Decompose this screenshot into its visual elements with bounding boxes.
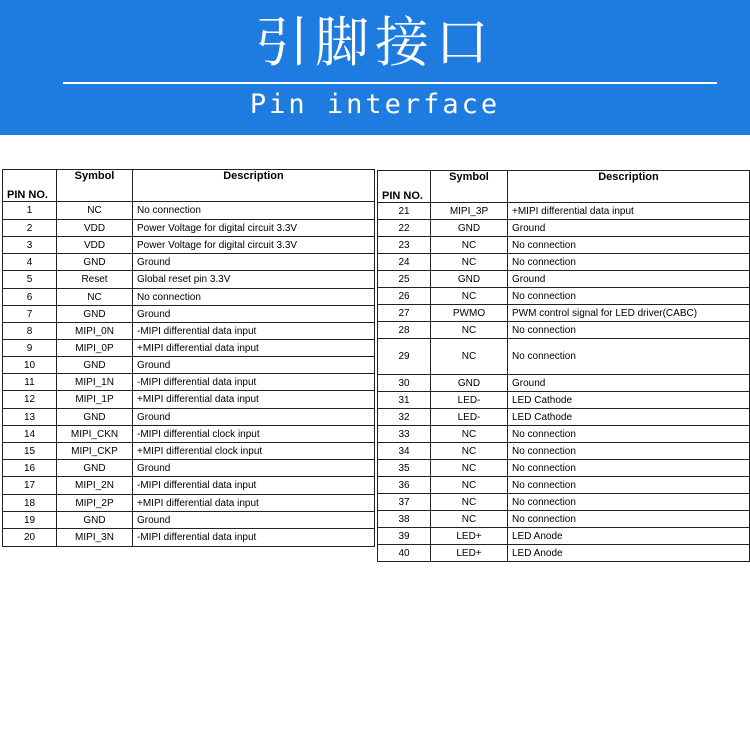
table-row [378, 203, 750, 220]
pin-description: No connection [508, 288, 750, 305]
pin-number: 32 [378, 409, 431, 426]
table-row [378, 545, 750, 562]
pin-description: +MIPI differential data input [133, 340, 375, 357]
pin-description: No connection [508, 339, 750, 375]
pin-symbol: GND [57, 409, 133, 426]
table-row [3, 237, 375, 254]
pin-number: 3 [3, 237, 57, 254]
pin-description: Ground [508, 375, 750, 392]
table-row [3, 495, 375, 512]
pin-description: No connection [508, 460, 750, 477]
pin-symbol: LED- [431, 392, 508, 409]
table-row [378, 409, 750, 426]
pin-description: LED Anode [508, 528, 750, 545]
table-row [3, 254, 375, 271]
pin-symbol: LED+ [431, 545, 508, 562]
table-row [3, 220, 375, 237]
pin-symbol: NC [57, 202, 133, 220]
pin-number: 22 [378, 220, 431, 237]
pin-number: 26 [378, 288, 431, 305]
pin-symbol: GND [57, 254, 133, 271]
table-row [378, 220, 750, 237]
pin-description: No connection [508, 254, 750, 271]
pin-number: 24 [378, 254, 431, 271]
pin-description: No connection [133, 202, 375, 220]
pin-description: Power Voltage for digital circuit 3.3V [133, 237, 375, 254]
pin-number: 25 [378, 271, 431, 288]
pin-description: LED Anode [508, 545, 750, 562]
pin-description: No connection [508, 237, 750, 254]
pin-symbol: NC [431, 460, 508, 477]
table-row [378, 339, 750, 375]
pin-description: -MIPI differential data input [133, 529, 375, 547]
pin-number: 18 [3, 495, 57, 512]
table-row [3, 202, 375, 220]
pin-number: 15 [3, 443, 57, 460]
pin-description: +MIPI differential clock input [133, 443, 375, 460]
table-row [378, 375, 750, 392]
pin-number: 9 [3, 340, 57, 357]
table-row [3, 529, 375, 547]
pin-symbol: MIPI_2N [57, 477, 133, 495]
table-row [3, 289, 375, 306]
table-row [378, 460, 750, 477]
table-row [378, 426, 750, 443]
header-description: Description [508, 171, 750, 203]
pin-number: 7 [3, 306, 57, 323]
pin-symbol: NC [431, 322, 508, 339]
pin-number: 6 [3, 289, 57, 306]
pin-description: Ground [508, 220, 750, 237]
pin-symbol: LED- [431, 409, 508, 426]
pin-number: 8 [3, 323, 57, 340]
banner-subtitle: Pin interface [249, 89, 501, 120]
pin-description: +MIPI differential data input [508, 203, 750, 220]
pin-description: LED Cathode [508, 392, 750, 409]
pin-symbol: MIPI_1N [57, 374, 133, 391]
pin-description: Ground [133, 254, 375, 271]
pin-table-right [377, 170, 750, 562]
header-symbol: Symbol [431, 171, 508, 203]
pin-symbol: GND [57, 460, 133, 477]
pin-symbol: PWMO [431, 305, 508, 322]
pin-description: No connection [508, 322, 750, 339]
table-row [378, 288, 750, 305]
pin-symbol: NC [431, 494, 508, 511]
pin-description: PWM control signal for LED driver(CABC) [508, 305, 750, 322]
pin-number: 33 [378, 426, 431, 443]
pin-description: +MIPI differential data input [133, 495, 375, 512]
table-row [378, 528, 750, 545]
table-row [378, 511, 750, 528]
table-row [3, 409, 375, 426]
table-row [378, 237, 750, 254]
pin-number: 35 [378, 460, 431, 477]
pin-number: 30 [378, 375, 431, 392]
pin-description: No connection [133, 289, 375, 306]
header-pin-no: PIN NO. [3, 170, 57, 202]
pin-description: Ground [133, 306, 375, 323]
table-row [3, 340, 375, 357]
pin-symbol: GND [431, 375, 508, 392]
pin-number: 19 [3, 512, 57, 529]
table-row [378, 322, 750, 339]
pin-symbol: NC [431, 339, 508, 375]
pin-description: LED Cathode [508, 409, 750, 426]
pin-number: 14 [3, 426, 57, 443]
pin-symbol: MIPI_0N [57, 323, 133, 340]
pin-number: 5 [3, 271, 57, 289]
pin-number: 31 [378, 392, 431, 409]
pin-number: 34 [378, 443, 431, 460]
header-symbol: Symbol [57, 170, 133, 202]
pin-symbol: NC [431, 237, 508, 254]
table-row [378, 254, 750, 271]
pin-description: -MIPI differential data input [133, 323, 375, 340]
pin-symbol: NC [431, 254, 508, 271]
pin-number: 39 [378, 528, 431, 545]
pin-number: 36 [378, 477, 431, 494]
pin-description: Ground [133, 409, 375, 426]
table-row [3, 374, 375, 391]
pin-number: 27 [378, 305, 431, 322]
pin-number: 20 [3, 529, 57, 547]
pin-symbol: GND [57, 512, 133, 529]
pin-symbol: VDD [57, 237, 133, 254]
pin-symbol: MIPI_0P [57, 340, 133, 357]
pin-symbol: MIPI_2P [57, 495, 133, 512]
pin-symbol: GND [431, 271, 508, 288]
pin-number: 37 [378, 494, 431, 511]
pin-number: 2 [3, 220, 57, 237]
table-row [3, 512, 375, 529]
table-row [3, 443, 375, 460]
header-banner [0, 0, 750, 135]
pin-number: 23 [378, 237, 431, 254]
pin-symbol: Reset [57, 271, 133, 289]
pin-symbol: MIPI_1P [57, 391, 133, 409]
table-row [378, 392, 750, 409]
pin-description: -MIPI differential data input [133, 374, 375, 391]
pin-number: 1 [3, 202, 57, 220]
table-header-row [378, 171, 750, 203]
pin-symbol: NC [431, 288, 508, 305]
banner-divider [63, 82, 717, 84]
table-row [378, 443, 750, 460]
pin-symbol: LED+ [431, 528, 508, 545]
pin-symbol: MIPI_3N [57, 529, 133, 547]
pin-description: No connection [508, 426, 750, 443]
pin-number: 29 [378, 339, 431, 375]
pin-number: 40 [378, 545, 431, 562]
pin-table-left [2, 169, 375, 547]
banner-title: 引脚接口 [255, 11, 495, 74]
pin-description: Ground [133, 357, 375, 374]
table-row [3, 357, 375, 374]
table-row [3, 391, 375, 409]
pin-number: 17 [3, 477, 57, 495]
pin-symbol: NC [57, 289, 133, 306]
pin-description: Ground [133, 512, 375, 529]
pin-description: Global reset pin 3.3V [133, 271, 375, 289]
pin-number: 12 [3, 391, 57, 409]
pin-number: 38 [378, 511, 431, 528]
table-row [3, 271, 375, 289]
table-row [3, 323, 375, 340]
pin-description: -MIPI differential data input [133, 477, 375, 495]
pin-symbol: MIPI_3P [431, 203, 508, 220]
table-row [3, 460, 375, 477]
pin-description: -MIPI differential clock input [133, 426, 375, 443]
pin-description: Ground [133, 460, 375, 477]
pin-symbol: GND [431, 220, 508, 237]
pin-symbol: VDD [57, 220, 133, 237]
pin-number: 10 [3, 357, 57, 374]
pin-number: 4 [3, 254, 57, 271]
pin-symbol: GND [57, 306, 133, 323]
table-row [378, 477, 750, 494]
table-row [3, 477, 375, 495]
pin-description: +MIPI differential data input [133, 391, 375, 409]
table-header-row [3, 170, 375, 202]
pin-description: No connection [508, 477, 750, 494]
table-row [378, 305, 750, 322]
pin-number: 16 [3, 460, 57, 477]
pin-symbol: GND [57, 357, 133, 374]
pin-number: 28 [378, 322, 431, 339]
table-row [3, 426, 375, 443]
header-pin-no: PIN NO. [378, 171, 431, 203]
pin-description: Power Voltage for digital circuit 3.3V [133, 220, 375, 237]
pin-symbol: NC [431, 511, 508, 528]
pin-symbol: MIPI_CKP [57, 443, 133, 460]
table-row [378, 271, 750, 288]
pin-description: No connection [508, 443, 750, 460]
pin-number: 13 [3, 409, 57, 426]
pin-symbol: NC [431, 477, 508, 494]
table-row [3, 306, 375, 323]
pin-number: 11 [3, 374, 57, 391]
header-description: Description [133, 170, 375, 202]
pin-symbol: MIPI_CKN [57, 426, 133, 443]
pin-description: No connection [508, 511, 750, 528]
pin-symbol: NC [431, 426, 508, 443]
pin-symbol: NC [431, 443, 508, 460]
pin-description: No connection [508, 494, 750, 511]
table-row [378, 494, 750, 511]
pin-description: Ground [508, 271, 750, 288]
pin-number: 21 [378, 203, 431, 220]
